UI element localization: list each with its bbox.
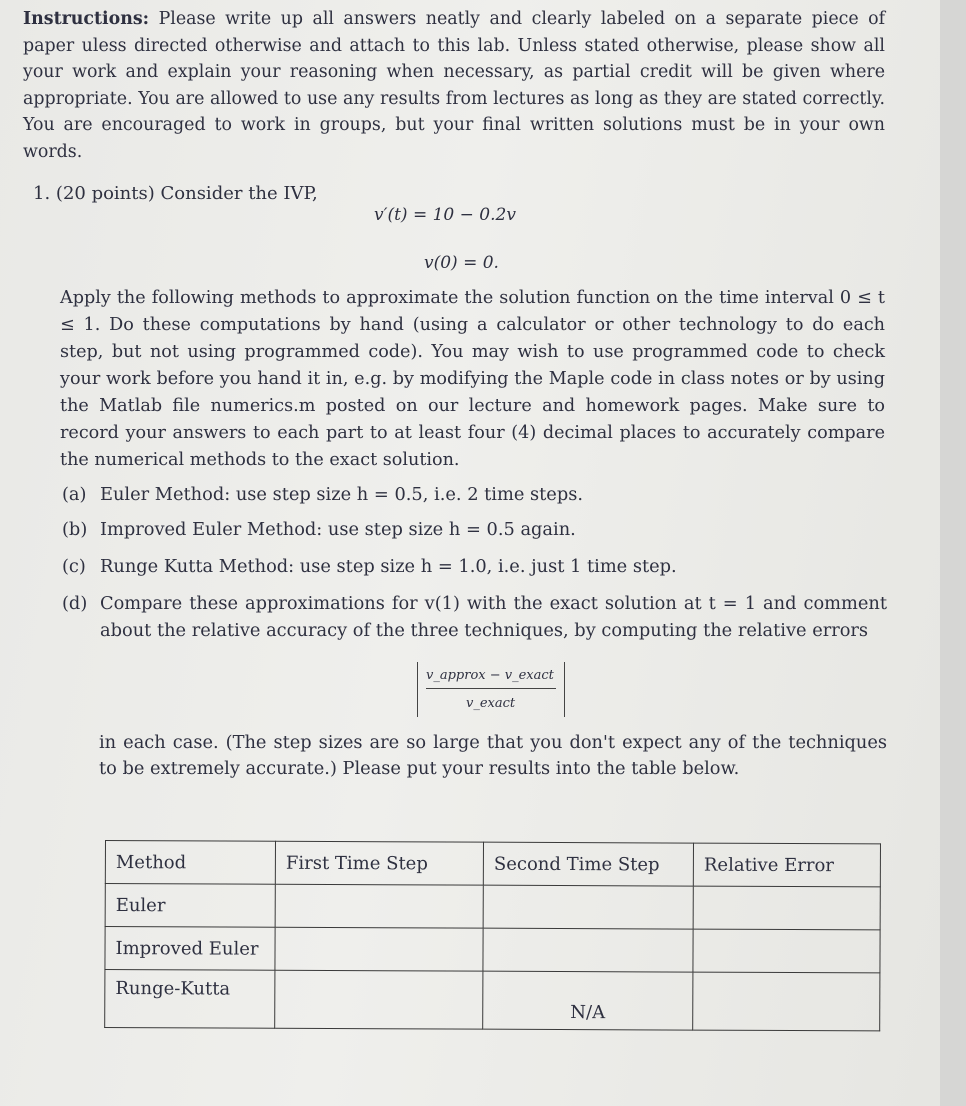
table-row xyxy=(105,884,880,930)
formula-numerator: v_approx − v_exact xyxy=(426,668,554,683)
header-first-step: First Time Step xyxy=(275,841,483,885)
part-c xyxy=(62,553,677,580)
runge-kutta-first-step-cell[interactable] xyxy=(275,970,483,1029)
table-row xyxy=(105,970,880,1031)
part-d-text: Compare these approximations for v(1) with the exact solution at t = 1 and comment about the relative accuracy of the three techniques, by computing the relative errors xyxy=(100,593,887,641)
part-a-text: Euler Method: use step size h = 0.5, i.e. 2 time steps. xyxy=(100,484,583,505)
instructions-heading: Instructions: xyxy=(23,9,150,29)
part-d-label: (d) xyxy=(62,593,88,614)
improved-euler-second-step-cell[interactable] xyxy=(483,928,693,972)
part-c-text: Runge Kutta Method: use step size h = 1.0, i.e. just 1 time step. xyxy=(100,556,677,577)
improved-euler-relative-error-cell[interactable] xyxy=(693,929,880,973)
table-header-row xyxy=(105,841,880,887)
fraction-bar xyxy=(426,688,556,689)
instructions-body: Please write up all answers neatly and clearly labeled on a separate piece of paper uless directed otherwise and attach to this lab. Unless stated otherwise, please show all your work and explain your reasoning when necessary, as partial credit will be given where appropriate. You are allowed to use any results from lectures as long as they are stated correctly. You are encouraged to work in groups, but your final written solutions must be in your own words. xyxy=(23,9,886,162)
instructions-paragraph xyxy=(23,6,885,166)
background-edge xyxy=(940,0,966,1106)
initial-condition: v(0) = 0. xyxy=(424,253,499,273)
problem-header xyxy=(33,183,318,204)
row-method-runge-kutta: Runge-Kutta xyxy=(105,970,275,1029)
relative-error-formula xyxy=(417,662,565,717)
results-table xyxy=(104,840,881,1031)
row-method-euler: Euler xyxy=(105,884,275,928)
part-a xyxy=(62,481,583,508)
row-method-improved-euler: Improved Euler xyxy=(105,927,275,971)
ode-equation: v′(t) = 10 − 0.2v xyxy=(374,205,516,225)
part-b xyxy=(62,516,576,543)
part-c-label: (c) xyxy=(62,556,86,577)
formula-denominator: v_exact xyxy=(466,696,516,711)
euler-second-step-cell[interactable] xyxy=(483,885,693,929)
part-b-label: (b) xyxy=(62,519,88,540)
euler-relative-error-cell[interactable] xyxy=(693,886,880,930)
runge-kutta-second-step-na: N/A xyxy=(483,971,693,1030)
table-row xyxy=(105,927,880,973)
problem-number: 1. xyxy=(33,183,51,204)
header-relative-error: Relative Error xyxy=(693,843,880,887)
part-b-text: Improved Euler Method: use step size h = 0.5 again. xyxy=(100,519,576,540)
euler-first-step-cell[interactable] xyxy=(275,884,483,928)
improved-euler-first-step-cell[interactable] xyxy=(275,927,483,971)
problem-paragraph: Apply the following methods to approximate the solution function on the time interval 0 ≤ t ≤ 1. Do these computations by hand (using a calculator or other technology to do each step, but not using programmed code). You may wish to use programmed code to check your work before you hand it in, e.g. by modifying the Maple code in class notes or by using the Matlab file numerics.m posted on our lecture and homework pages. Make sure to record your answers to each part to at least four (4) decimal places to accurately compare the numerical methods to the exact solution. xyxy=(60,288,885,470)
header-method: Method xyxy=(105,841,275,885)
header-second-step: Second Time Step xyxy=(483,842,693,886)
table-instruction: in each case. (The step sizes are so large that you don't expect any of the techniques to be extremely accurate.) Please put your results into the table below. xyxy=(99,732,887,779)
part-a-label: (a) xyxy=(62,484,87,505)
problem-header-text: (20 points) Consider the IVP, xyxy=(55,183,318,204)
runge-kutta-relative-error-cell[interactable] xyxy=(693,972,880,1031)
